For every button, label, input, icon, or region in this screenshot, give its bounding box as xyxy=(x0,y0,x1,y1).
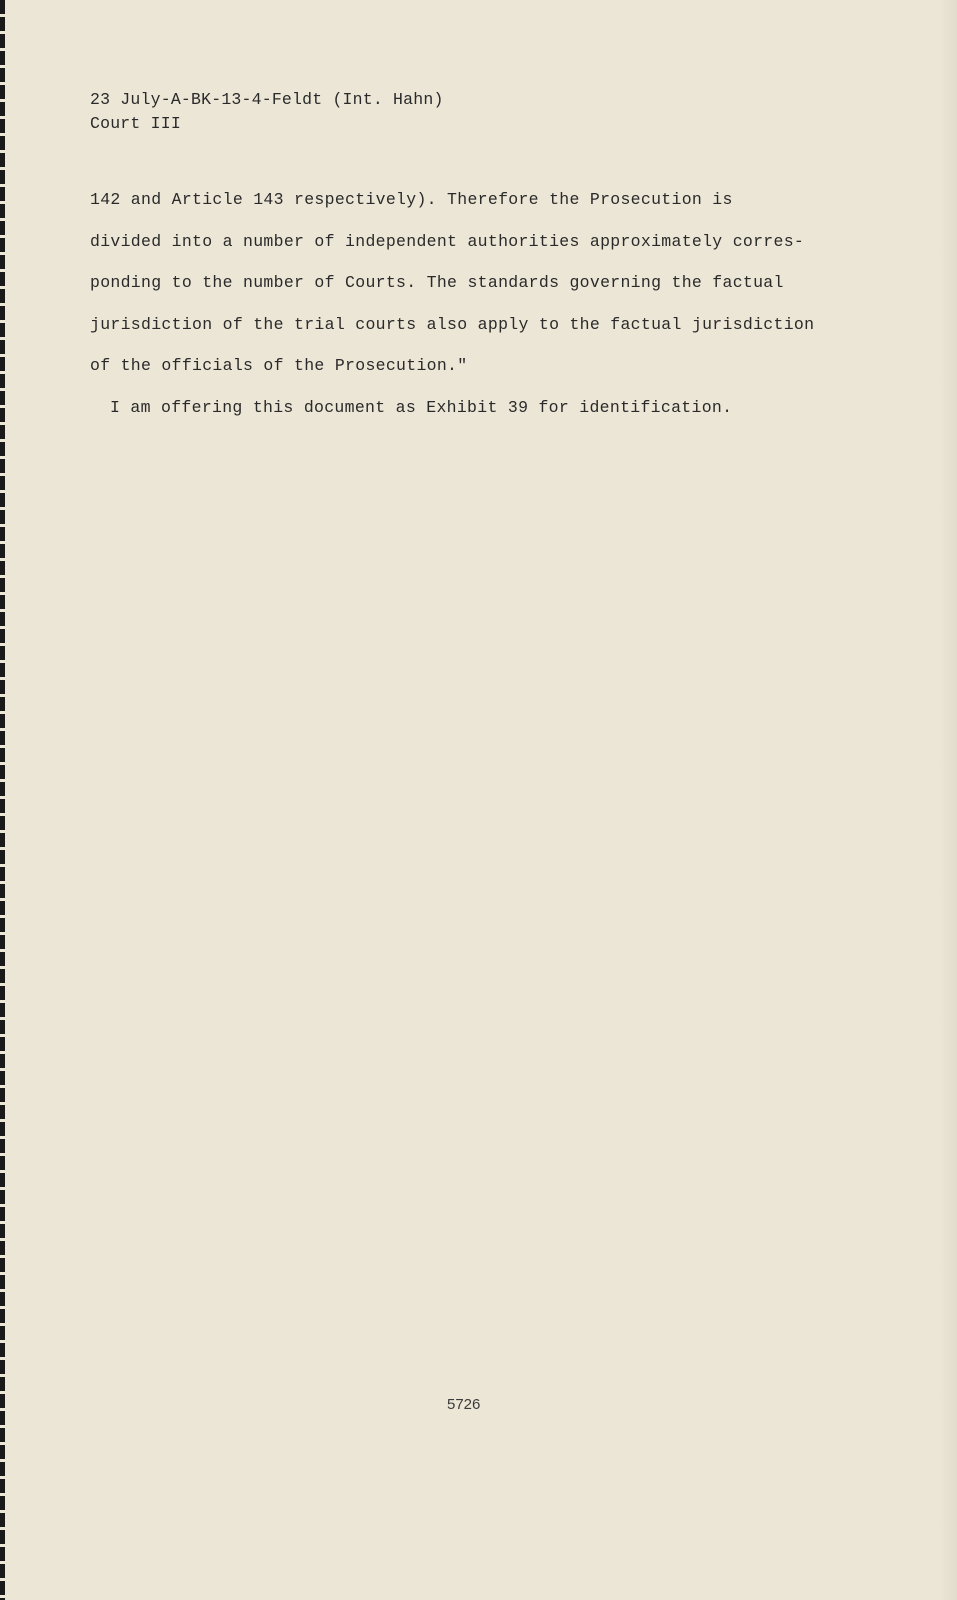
body-line: ponding to the number of Courts. The standards governing the factual xyxy=(90,273,784,292)
body-line: 142 and Article 143 respectively). Therefore the Prosecution is xyxy=(90,190,733,209)
header-reference: 23 July-A-BK-13-4-Feldt (Int. Hahn) xyxy=(90,90,444,109)
header-court: Court III xyxy=(90,114,181,133)
page-number: 5726 xyxy=(447,1396,481,1413)
scan-edge xyxy=(0,0,5,1600)
body-line: jurisdiction of the trial courts also apply to the factual jurisdiction xyxy=(90,314,815,334)
body-line-exhibit: I am offering this document as Exhibit 39 for identification. xyxy=(110,397,733,417)
page-shadow xyxy=(939,0,957,1600)
body-line: of the officials of the Prosecution." xyxy=(90,356,468,375)
document-header xyxy=(90,88,444,136)
document-body xyxy=(90,188,930,437)
body-line: divided into a number of independent authorities approximately corres- xyxy=(90,231,805,251)
